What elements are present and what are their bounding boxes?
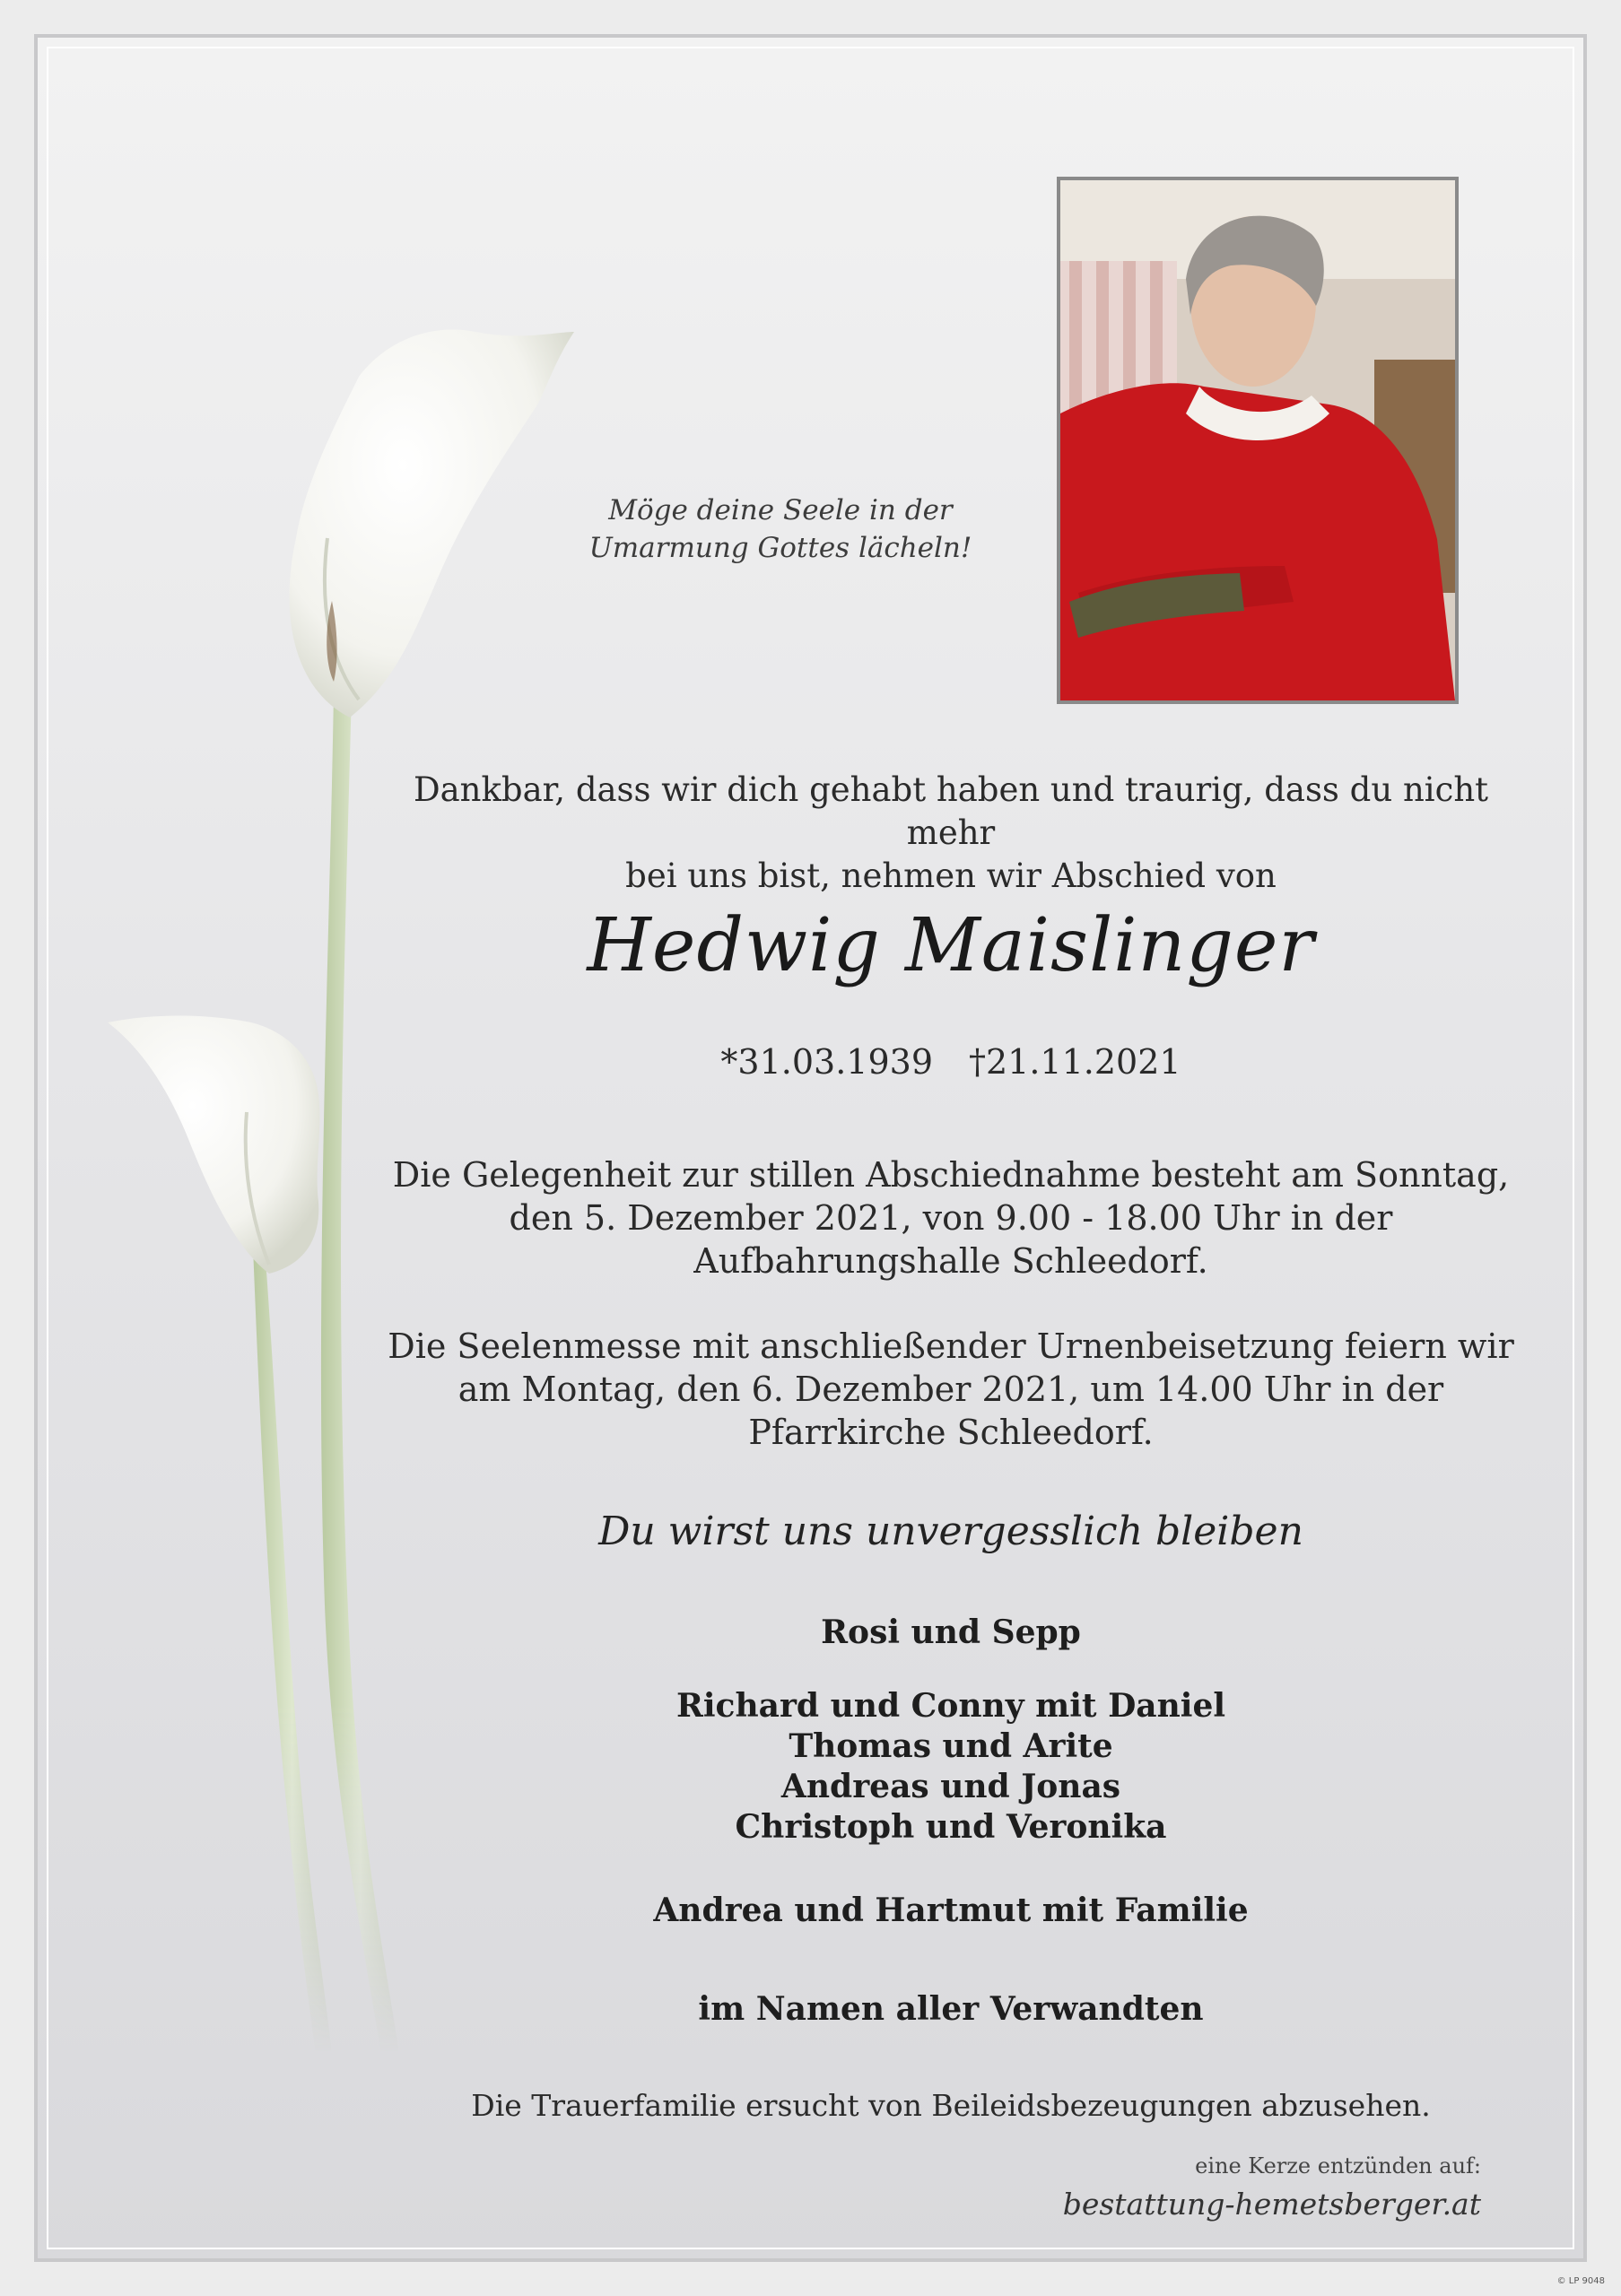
intro-line-2: bei uns bist, nehmen wir Abschied von <box>625 857 1277 895</box>
life-dates <box>386 1040 1516 1083</box>
quote-line-2: Umarmung Gottes lächeln! <box>588 532 972 564</box>
mourner-line: Thomas und Arite <box>789 1727 1113 1765</box>
death-date: †21.11.2021 <box>969 1042 1181 1082</box>
viewing-line-1: Die Gelegenheit zur stillen Abschiednahme besteht am Sonntag, <box>392 1155 1510 1195</box>
mass-info <box>386 1325 1516 1454</box>
mass-line-2: am Montag, den 6. Dezember 2021, um 14.00 Uhr in der <box>458 1370 1444 1409</box>
website-link[interactable]: bestattung-hemetsberger.at <box>1062 2187 1481 2222</box>
quote-line-1: Möge deine Seele in der <box>608 494 953 526</box>
viewing-line-3: Aufbahrungshalle Schleedorf. <box>693 1241 1208 1281</box>
portrait-image <box>1060 180 1455 700</box>
candle-label: eine Kerze entzünden auf: <box>1195 2153 1481 2179</box>
mass-line-1: Die Seelenmesse mit anschließender Urnenbeisetzung feiern wir <box>388 1326 1514 1366</box>
intro-text <box>386 769 1516 898</box>
portrait-photo <box>1057 177 1459 704</box>
deceased-name: Hedwig Maislinger <box>587 903 1315 988</box>
viewing-line-2: den 5. Dezember 2021, von 9.00 - 18.00 Uhr in der <box>509 1198 1393 1238</box>
condolence-note: Die Trauerfamilie ersucht von Beileidsbezeugungen abzusehen. <box>471 2088 1431 2123</box>
mass-line-3: Pfarrkirche Schleedorf. <box>748 1413 1154 1452</box>
mourner-line: Richard und Conny mit Daniel <box>675 1687 1226 1725</box>
mourner-line: Andreas und Jonas <box>780 1768 1121 1805</box>
viewing-info <box>386 1153 1516 1283</box>
intro-line-1: Dankbar, dass wir dich gehabt haben und traurig, dass du nicht mehr <box>413 770 1489 852</box>
memorial-quote <box>574 491 987 567</box>
mourner-group-4: im Namen aller Verwandten <box>698 1990 1204 2028</box>
print-code: © LP 9048 <box>1556 2276 1605 2286</box>
motto: Du wirst uns unvergesslich bleiben <box>598 1509 1303 1554</box>
mourner-group-2 <box>386 1686 1516 1848</box>
mourner-group-3: Andrea und Hartmut mit Familie <box>653 1892 1249 1929</box>
mourner-line: Christoph und Veronika <box>735 1808 1167 1846</box>
mourner-group-1: Rosi und Sepp <box>821 1613 1081 1651</box>
birth-date: *31.03.1939 <box>720 1042 933 1082</box>
